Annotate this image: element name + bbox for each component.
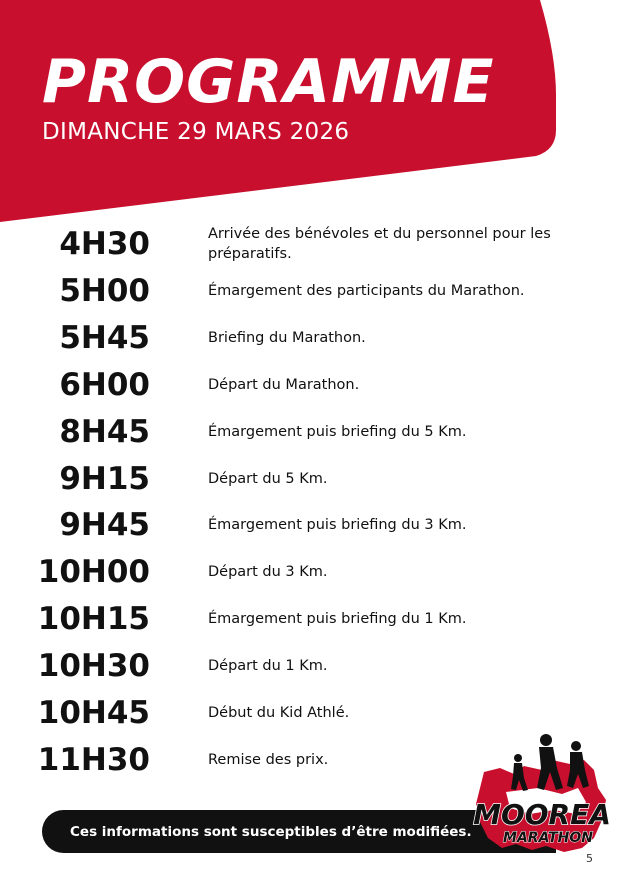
schedule-row (0, 503, 636, 547)
schedule-row (0, 410, 636, 454)
schedule-row (0, 550, 636, 594)
schedule-description: Émargement puis briefing du 1 Km. (208, 611, 467, 627)
moorea-marathon-logo (466, 730, 616, 855)
schedule-time: 5H00 (59, 273, 150, 309)
schedule-description: Émargement puis briefing du 3 Km. (208, 517, 467, 533)
schedule-time: 11H30 (37, 742, 150, 778)
schedule-row (0, 597, 636, 641)
schedule-description: Émargement puis briefing du 5 Km. (208, 424, 467, 440)
schedule-description: Départ du 1 Km. (208, 658, 328, 674)
schedule-row (0, 269, 636, 313)
page-number: 5 (586, 852, 593, 865)
schedule-time: 10H00 (37, 554, 150, 590)
schedule-time: 10H45 (37, 695, 150, 731)
schedule-time: 4H30 (59, 226, 150, 262)
event-date: DIMANCHE 29 MARS 2026 (42, 119, 350, 145)
schedule-time: 10H30 (37, 648, 150, 684)
schedule-description: Briefing du Marathon. (208, 330, 366, 346)
schedule-description: Remise des prix. (208, 752, 329, 768)
disclaimer-text: Ces informations sont susceptibles d’être modifiées. (70, 823, 472, 840)
schedule-time: 10H15 (37, 601, 150, 637)
schedule-description: Début du Kid Athlé. (208, 705, 350, 721)
schedule-description: Émargement des participants du Marathon. (208, 283, 525, 299)
schedule-time: 6H00 (59, 367, 150, 403)
schedule-time: 9H15 (59, 461, 150, 497)
schedule-description: Arrivée des bénévoles et du personnel pour les préparatifs. (208, 226, 551, 262)
schedule-row (0, 222, 636, 266)
schedule-time: 9H45 (59, 507, 150, 543)
schedule-row (0, 316, 636, 360)
schedule-description: Départ du 3 Km. (208, 564, 328, 580)
schedule-row (0, 457, 636, 501)
schedule-row (0, 691, 636, 735)
schedule-description: Départ du Marathon. (208, 377, 360, 393)
schedule-row (0, 363, 636, 407)
page-title: PROGRAMME (42, 47, 495, 117)
schedule-row (0, 644, 636, 688)
schedule-description: Départ du 5 Km. (208, 471, 328, 487)
logo-title: MOOREA (473, 798, 611, 831)
logo-subtitle: MARATHON (503, 830, 593, 846)
schedule-time: 5H45 (59, 320, 150, 356)
schedule-time: 8H45 (59, 414, 150, 450)
